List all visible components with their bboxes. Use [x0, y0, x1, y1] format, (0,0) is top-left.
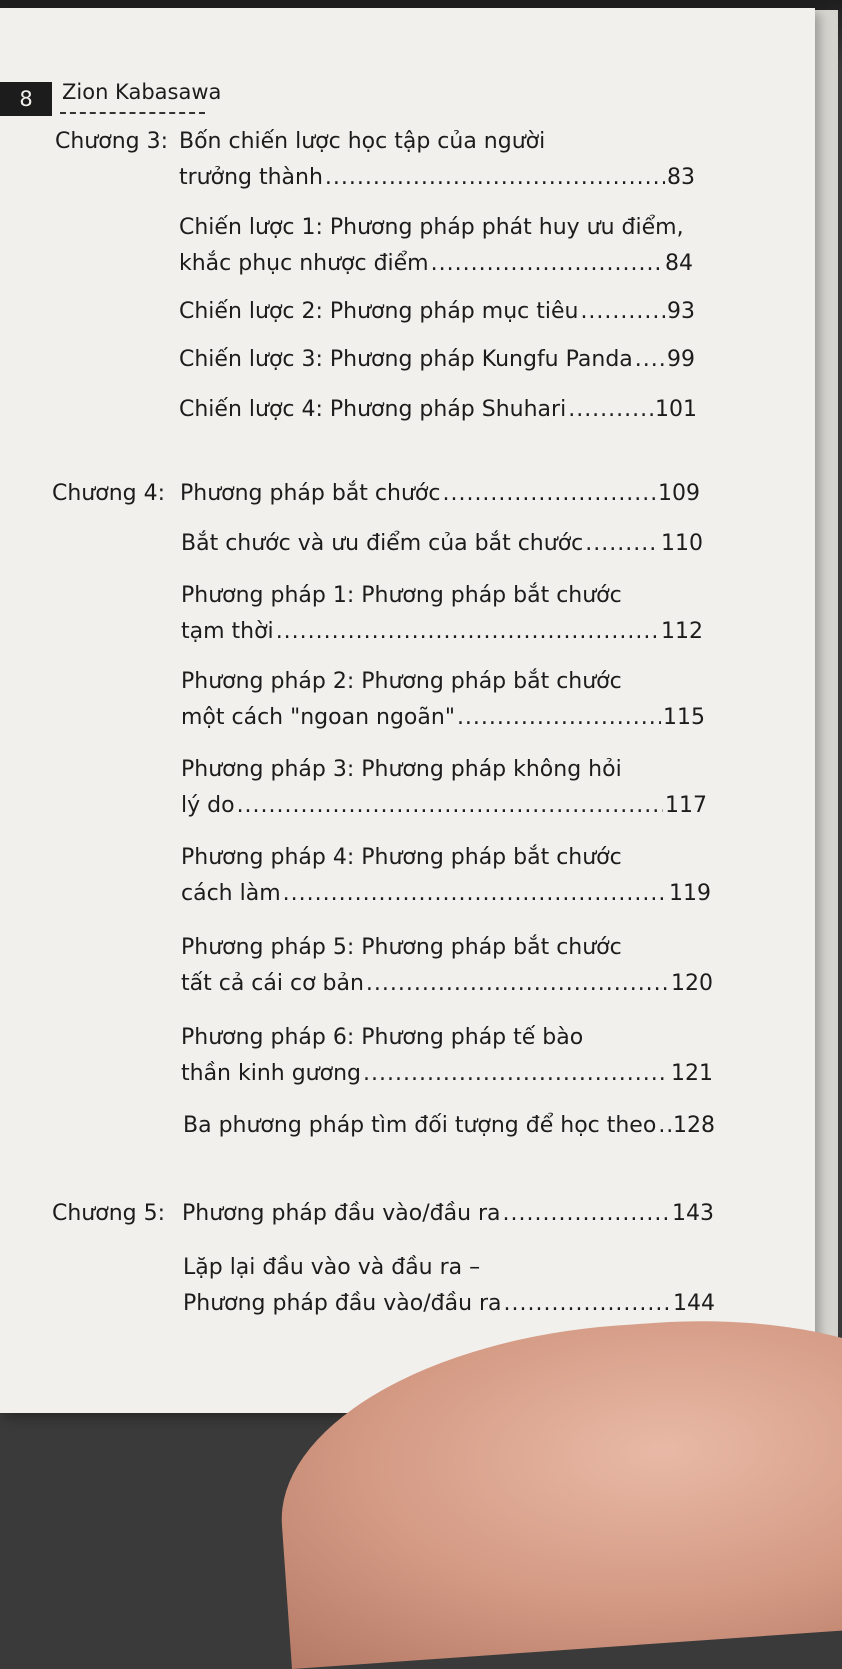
- toc-entry: [181, 930, 713, 1002]
- toc-page-number: 99: [667, 347, 695, 372]
- toc-entry-title: khắc phục nhược điểm: [179, 251, 429, 276]
- toc-entry-title: tạm thời: [181, 619, 274, 644]
- dot-leader: [363, 1056, 669, 1092]
- toc-entry-title: Chiến lược 4: Phương pháp Shuhari: [179, 397, 567, 422]
- toc-entry-chapter-3: [55, 124, 695, 196]
- toc-entry-title: Phương pháp bắt chước: [180, 481, 441, 506]
- toc-entry-title: cách làm: [181, 881, 281, 906]
- toc-page-number: 93: [667, 299, 695, 324]
- toc-entry-title: Phương pháp đầu vào/đầu ra: [183, 1291, 502, 1316]
- dot-leader: [585, 526, 659, 562]
- toc-entry: [183, 1108, 715, 1144]
- dot-leader: [237, 788, 663, 824]
- author-name: Zion Kabasawa: [62, 80, 222, 104]
- chapter-label: Chương 3:: [55, 129, 169, 154]
- toc-page-number: 112: [661, 619, 703, 644]
- toc-page-number: 120: [671, 971, 713, 996]
- toc-entry: [179, 210, 693, 282]
- toc-page-number: 109: [658, 481, 700, 506]
- toc-entry: [183, 1250, 715, 1322]
- toc-entry-line: Lặp lại đầu vào và đầu ra –: [183, 1255, 481, 1280]
- dot-leader: [658, 1108, 671, 1144]
- toc-entry-title: Phương pháp đầu vào/đầu ra: [182, 1201, 501, 1226]
- toc-entry-line: Bốn chiến lược học tập của người: [179, 129, 546, 154]
- toc-entry: [181, 578, 703, 650]
- toc-entry: [181, 840, 711, 912]
- toc-page-number: 84: [665, 251, 693, 276]
- toc-page-number: 121: [671, 1061, 713, 1086]
- toc-entry-title: tất cả cái cơ bản: [181, 971, 364, 996]
- toc-entry-title: một cách "ngoan ngoãn": [181, 705, 455, 730]
- toc-entry: [179, 294, 695, 330]
- toc-entry-line: Phương pháp 1: Phương pháp bắt chước: [181, 583, 622, 608]
- toc-page-number: 143: [672, 1201, 714, 1226]
- toc-entry-title: Ba phương pháp tìm đối tượng để học theo: [183, 1113, 657, 1138]
- toc-page-number: 101: [655, 397, 697, 422]
- toc-entry-title: Chiến lược 2: Phương pháp mục tiêu: [179, 299, 579, 324]
- chapter-label: Chương 4:: [52, 481, 166, 506]
- toc-page-number: 115: [663, 705, 705, 730]
- toc-entry-line: Phương pháp 6: Phương pháp tế bào: [181, 1025, 584, 1050]
- dot-leader: [504, 1286, 671, 1322]
- chapter-label: Chương 5:: [52, 1201, 166, 1226]
- toc-entry: [179, 392, 697, 428]
- dot-leader: [366, 966, 669, 1002]
- toc-page-number: 144: [673, 1291, 715, 1316]
- toc-page-number: 110: [661, 531, 703, 556]
- toc-entry-line: Phương pháp 5: Phương pháp bắt chước: [181, 935, 622, 960]
- toc-page-number: 83: [667, 165, 695, 190]
- dot-leader: [283, 876, 667, 912]
- toc-entry-line: Phương pháp 4: Phương pháp bắt chước: [181, 845, 622, 870]
- toc-entry-line: Phương pháp 2: Phương pháp bắt chước: [181, 669, 622, 694]
- toc-page-number: 128: [673, 1113, 715, 1138]
- toc-entry: [181, 1020, 713, 1092]
- dot-leader: [431, 246, 663, 282]
- toc-entry: [181, 752, 707, 824]
- dot-leader: [457, 700, 661, 736]
- dot-leader: [568, 392, 653, 428]
- dot-leader: [276, 614, 659, 650]
- toc-entry-title: lý do: [181, 793, 235, 818]
- toc-page-number: 119: [669, 881, 711, 906]
- toc-page-number: 117: [665, 793, 707, 818]
- dot-leader: [635, 342, 665, 378]
- toc-entry: [181, 664, 705, 736]
- toc-entry-title: thần kinh gương: [181, 1061, 361, 1086]
- page-number: 8: [0, 82, 52, 116]
- toc-entry-title: Chiến lược 3: Phương pháp Kungfu Panda: [179, 347, 633, 372]
- dot-leader: [580, 294, 665, 330]
- toc-entry-chapter-4: [52, 476, 700, 512]
- toc-entry-title: Bắt chước và ưu điểm của bắt chước: [181, 531, 584, 556]
- toc-entry: [181, 526, 703, 562]
- dot-leader: [325, 160, 665, 196]
- header-divider: [60, 112, 205, 114]
- toc-entry-title: trưởng thành: [179, 165, 323, 190]
- toc-entry: [179, 342, 695, 378]
- dot-leader: [442, 476, 656, 512]
- toc-entry-chapter-5: [52, 1196, 714, 1232]
- toc-entry-line: Phương pháp 3: Phương pháp không hỏi: [181, 757, 622, 782]
- dot-leader: [503, 1196, 670, 1232]
- toc-entry-line: Chiến lược 1: Phương pháp phát huy ưu điểm,: [179, 215, 684, 240]
